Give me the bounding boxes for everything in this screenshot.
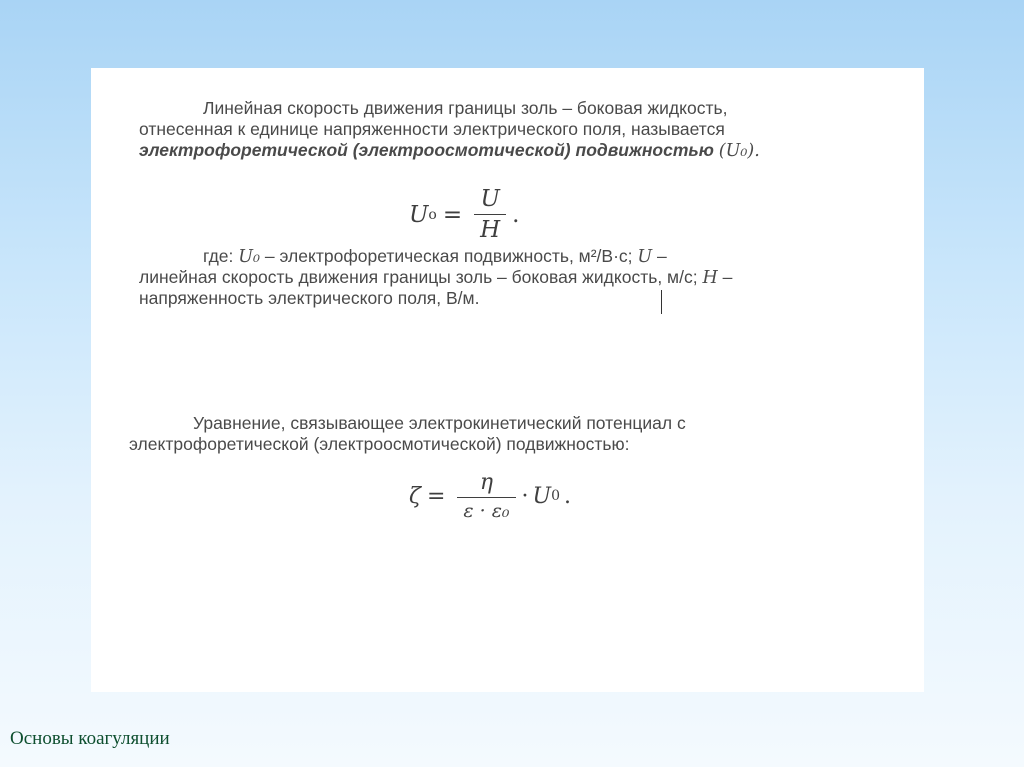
slide-footer-title: Основы коагуляции (10, 728, 170, 749)
definition-line-2: отнесенная к единице напряженности электрического поля, называется (139, 119, 725, 139)
formula1-numerator: U (480, 186, 500, 212)
formula2-factor-sub: 0 (551, 488, 560, 504)
definition-line-1: Линейная скорость движения границы золь – боковая жидкость, (203, 98, 728, 118)
intro-line-1: Уравнение, связывающее электрокинетический потенциал с (193, 413, 686, 433)
formula-zeta-potential (409, 470, 571, 522)
formula1-equals: = (442, 201, 463, 228)
formula1-period: . (512, 201, 520, 228)
legend-symbol-u0: U₀ (238, 247, 261, 267)
legend-symbol-h: H (702, 268, 718, 288)
legend-u0-text: – электрофоретическая подвижность, м²/В·с; (264, 246, 633, 266)
bold-term: электрофоретической (электроосмотической) подвижностью (139, 140, 714, 160)
paragraph-equation-intro (129, 413, 884, 455)
formula-mobility (409, 186, 519, 243)
formula1-lhs-sub: o (428, 206, 437, 223)
legend-u-text: линейная скорость движения границы золь – боковая жидкость, м/с; (139, 267, 698, 287)
legend-line-1 (139, 246, 884, 267)
text-cursor-mark (661, 290, 662, 314)
definition-line-3 (139, 140, 884, 161)
formula1-fraction (474, 186, 506, 243)
legend-line-3: напряженность электрического поля, В/м. (139, 288, 480, 308)
intro-line-2: электрофоретической (электроосмотической) подвижностью: (129, 434, 630, 454)
legend-where: где: (203, 246, 234, 266)
legend-symbol-u: U (637, 247, 653, 267)
formula2-zeta: ζ (409, 483, 421, 509)
paragraph-definition (139, 98, 884, 161)
formula2-fraction (457, 470, 515, 522)
legend-line-2 (139, 267, 884, 288)
formula2-denominator: ε · ε₀ (457, 497, 515, 522)
formula2-factor: U (532, 483, 552, 509)
formula2-multiply: · (521, 483, 529, 509)
legend-dash-1: – (657, 246, 667, 266)
formula2-equals: = (426, 483, 446, 509)
formula1-denominator: H (474, 214, 506, 243)
paragraph-legend (139, 246, 884, 309)
symbol-u0-paren: (U₀). (718, 141, 760, 161)
content-panel (91, 68, 924, 692)
formula2-numerator: η (479, 470, 494, 495)
formula2-period: . (563, 483, 571, 509)
legend-dash-2: – (722, 267, 733, 287)
formula1-lhs: U (409, 201, 429, 228)
